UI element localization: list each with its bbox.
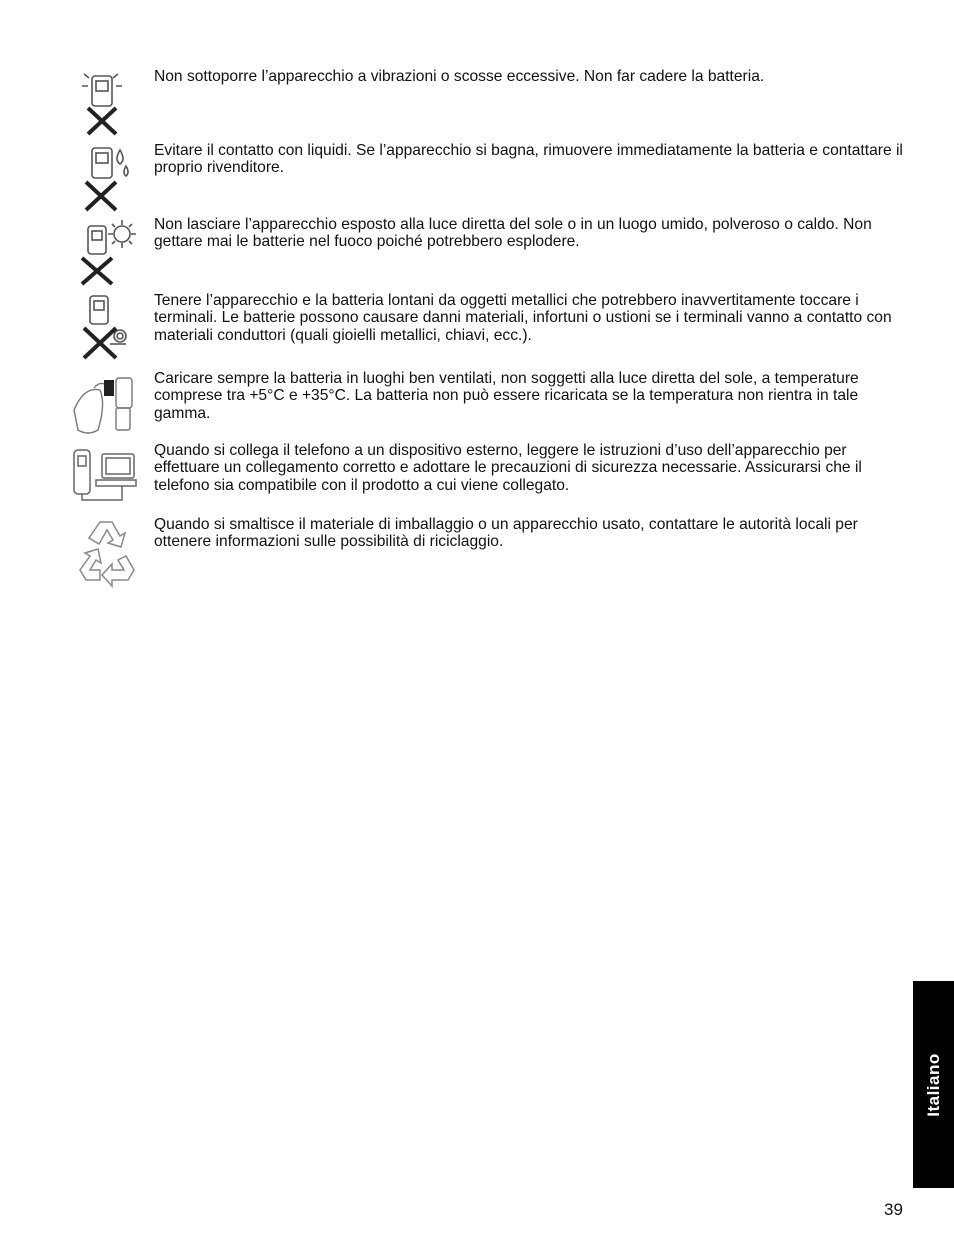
safety-text-metal-objects: Tenere l’apparecchio e la batteria lontani da oggetti metallici che potrebbero inavvertitamente toccare i terminali. Le batterie possono causare danni materiali, infortuni o ustioni se i terminali vanno a contatto con materiali conduttori (quali gioielli metallici, chiavi, ecc.). xyxy=(154,292,892,344)
charging-ventilated-icon xyxy=(70,370,146,444)
safety-text-vibration: Non sottoporre l’apparecchio a vibrazioni o scosse eccessive. Non far cadere la batteria. xyxy=(154,68,765,85)
no-sun-heat-icon xyxy=(70,216,146,290)
recycle-icon xyxy=(70,516,146,590)
safety-text-sun-heat: Non lasciare l’apparecchio esposto alla luce diretta del sole o in un luogo umido, polveroso o caldo. Non gettare mai le batterie nel fuoco poiché potrebbero esplodere. xyxy=(154,216,872,251)
no-vibration-icon xyxy=(70,68,146,142)
language-tab-label: Italiano xyxy=(923,1052,943,1117)
no-liquids-icon xyxy=(70,142,146,216)
safety-text-liquids: Evitare il contatto con liquidi. Se l’apparecchio si bagna, rimuovere immediatamente la batteria e contattare il proprio rivenditore. xyxy=(154,142,903,177)
page-number: 39 xyxy=(884,1200,903,1219)
no-metal-objects-icon xyxy=(70,292,146,366)
safety-text-charging: Caricare sempre la batteria in luoghi ben ventilati, non soggetti alla luce diretta del sole, a temperature comprese tra +5°C e +35°C. La batteria non può essere ricaricata se la temperatura non rientra in tale gamma. xyxy=(154,370,859,422)
safety-text-recycling: Quando si smaltisce il materiale di imballaggio o un apparecchio usato, contattare le autorità locali per ottenere informazioni sulle possibilità di riciclaggio. xyxy=(154,516,858,551)
language-tab xyxy=(913,981,954,1188)
safety-text-external-device: Quando si collega il telefono a un dispositivo esterno, leggere le istruzioni d’uso dell’apparecchio per effettuare un collegamento corretto e adottare le precauzioni di sicurezza necessarie. Assicurarsi che il telefono sia compatibile con il prodotto a cui viene collegato. xyxy=(154,442,862,494)
external-device-icon xyxy=(70,442,146,516)
